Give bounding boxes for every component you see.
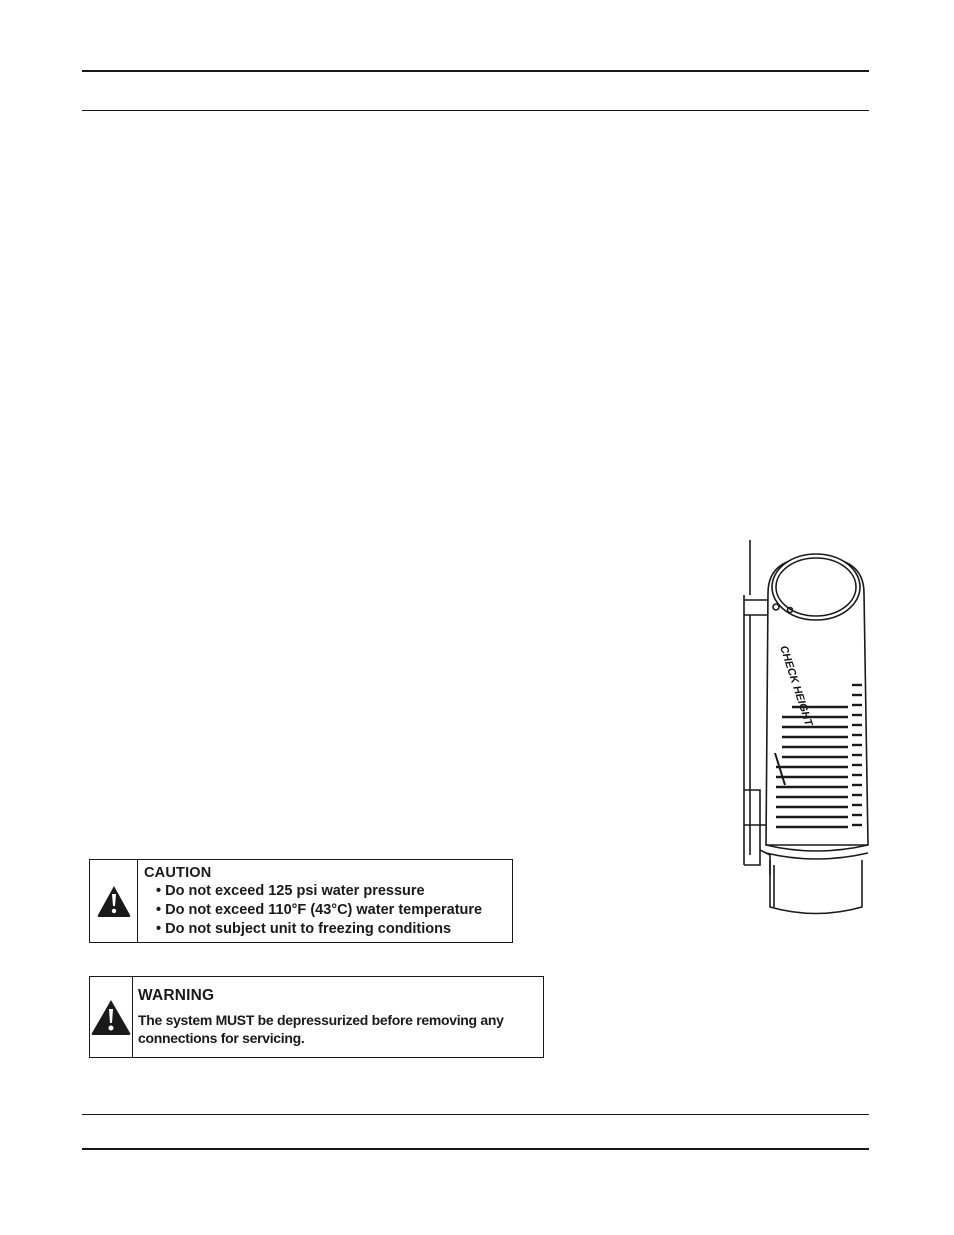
footer-rule-bottom — [82, 1148, 869, 1150]
caution-list — [144, 882, 482, 939]
header-rule-top — [82, 70, 869, 72]
footer-rule-top — [82, 1114, 869, 1115]
warning-triangle-icon — [90, 998, 132, 1036]
warning-body: The system MUST be depressurized before removing any connections for servicing. — [138, 1012, 504, 1046]
check-height-label: CHECK HEIGHT — [777, 644, 815, 728]
warning-title: WARNING — [138, 987, 215, 1004]
cartridge-illustration — [730, 535, 890, 920]
caution-item: • Do not exceed 125 psi water pressure — [156, 882, 482, 901]
caution-icon-cell — [90, 860, 138, 942]
header-rule-bottom — [82, 110, 869, 111]
warning-box — [89, 976, 544, 1058]
caution-text — [138, 860, 488, 942]
caution-item: • Do not subject unit to freezing conditions — [156, 920, 482, 939]
caution-title: CAUTION — [144, 865, 212, 881]
warning-triangle-icon — [96, 884, 132, 918]
caution-item: • Do not exceed 110°F (43°C) water temperature — [156, 901, 482, 920]
warning-text — [133, 977, 543, 1057]
warning-icon-cell — [90, 977, 133, 1057]
caution-box — [89, 859, 513, 943]
